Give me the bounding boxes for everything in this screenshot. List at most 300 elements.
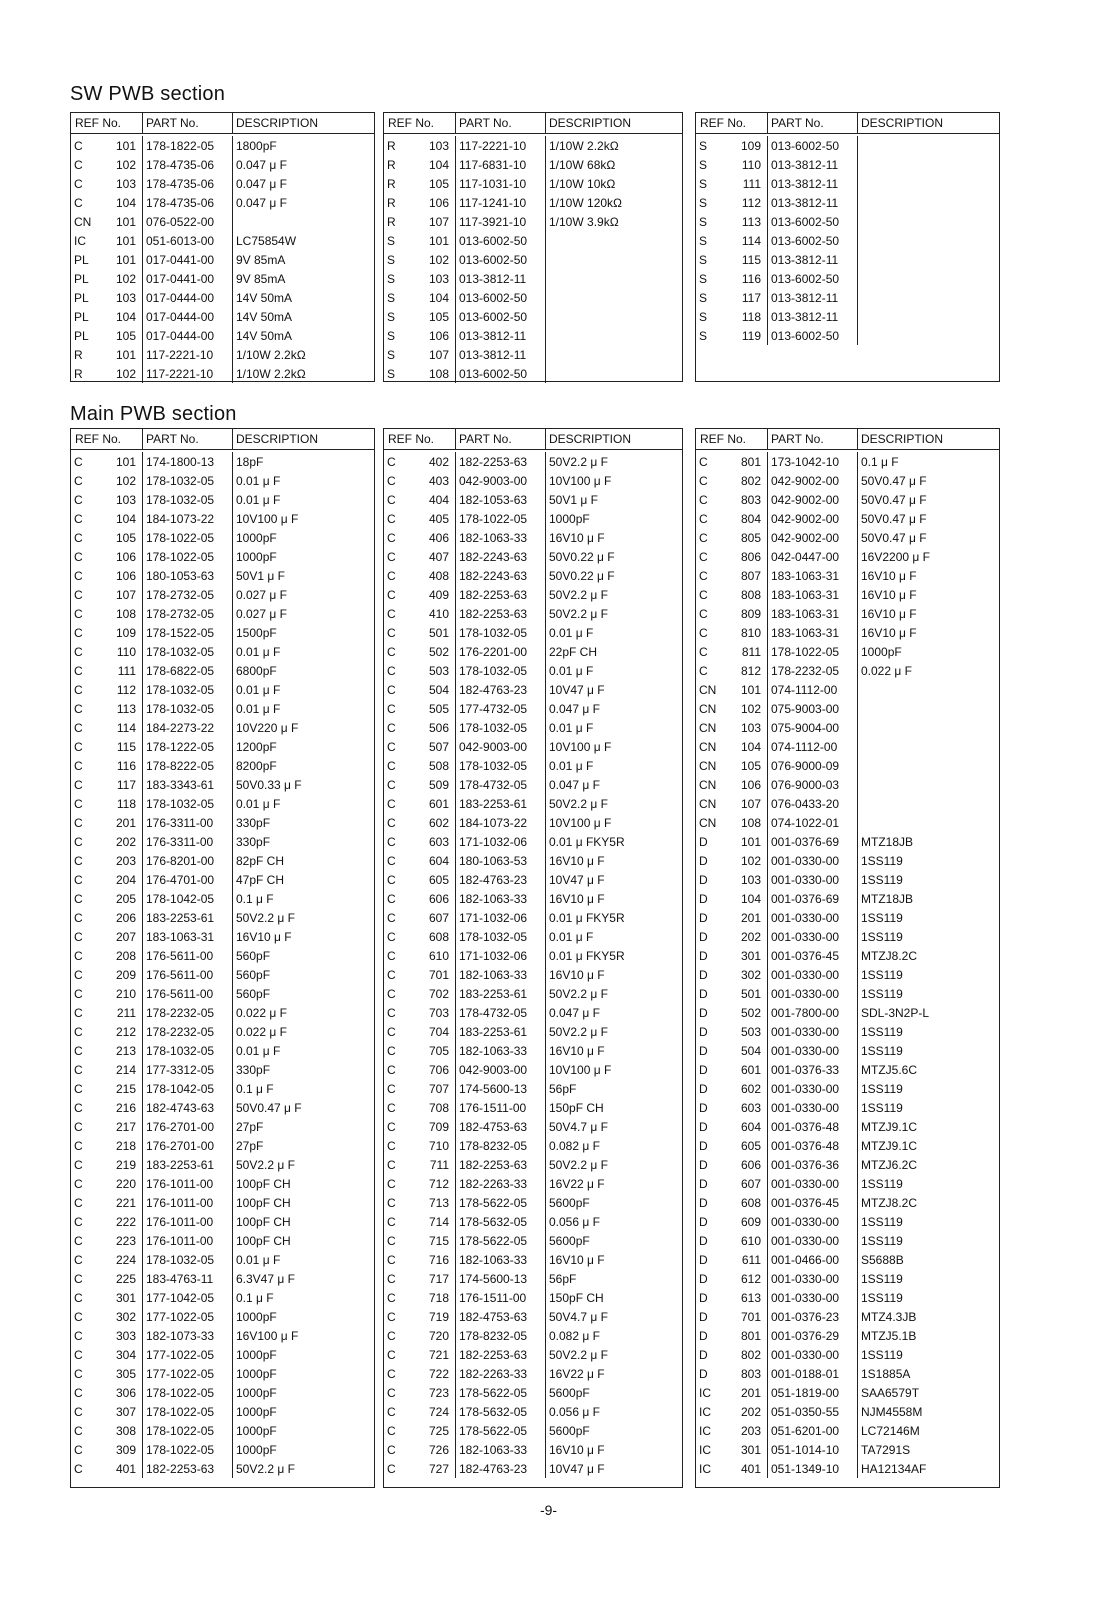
ref-number: 704 — [428, 1024, 449, 1039]
description — [858, 326, 999, 345]
ref-type: C — [387, 1176, 396, 1191]
description: 1000pF — [236, 1347, 277, 1362]
description — [546, 269, 682, 288]
ref-type: D — [699, 929, 708, 944]
part-number: 013-6002-50 — [456, 288, 546, 307]
ref-number: 304 — [115, 1347, 136, 1362]
table-row — [696, 212, 999, 231]
ref-cell — [71, 1383, 143, 1402]
ref-number: 302 — [115, 1309, 136, 1324]
ref-cell — [71, 509, 143, 528]
part-number: 076-9000-03 — [768, 775, 858, 794]
table-row — [696, 528, 999, 547]
part-number: 013-3812-11 — [768, 250, 858, 269]
description: 10V47 μ F — [549, 1461, 605, 1476]
part-number: 017-0444-00 — [143, 288, 233, 307]
ref-type: C — [699, 492, 708, 507]
ref-cell — [696, 870, 768, 889]
ref-type: S — [699, 195, 708, 210]
ref-cell — [71, 908, 143, 927]
ref-type: D — [699, 1081, 708, 1096]
table-row — [696, 566, 999, 585]
ref-type: D — [699, 1138, 708, 1153]
ref-number: 207 — [115, 929, 136, 944]
ref-number: 102 — [740, 701, 761, 716]
part-number: 178-1522-05 — [143, 623, 233, 642]
ref-type: C — [74, 511, 83, 526]
ref-type: C — [387, 1062, 396, 1077]
ref-cell — [71, 364, 143, 383]
ref-cell — [696, 212, 768, 231]
part-number: 182-2253-63 — [456, 604, 546, 623]
ref-type: C — [699, 644, 708, 659]
part-number: 178-1032-05 — [143, 490, 233, 509]
ref-cell — [71, 1402, 143, 1421]
part-number: 017-0444-00 — [143, 326, 233, 345]
table-row — [71, 1364, 374, 1383]
ref-cell — [384, 661, 456, 680]
part-number: 001-0330-00 — [768, 1098, 858, 1117]
ref-type: CN — [699, 796, 717, 811]
header-description: DESCRIPTION — [549, 432, 632, 446]
description: 16V10 μ F — [549, 530, 605, 545]
ref-number: 309 — [115, 1442, 136, 1457]
ref-number: 105 — [115, 530, 136, 545]
ref-type: R — [387, 157, 396, 172]
ref-type: C — [74, 138, 83, 153]
part-number: 183-4763-11 — [143, 1269, 233, 1288]
ref-cell — [696, 1098, 768, 1117]
part-number: 178-5622-05 — [456, 1421, 546, 1440]
sw-section-title: SW PWB section — [70, 83, 226, 105]
table-row — [384, 212, 682, 231]
table-row — [696, 813, 999, 832]
ref-number: 708 — [428, 1100, 449, 1115]
part-number: 074-1112-00 — [768, 680, 858, 699]
ref-cell — [71, 174, 143, 193]
table-row — [384, 927, 682, 946]
part-number: 178-2732-05 — [143, 585, 233, 604]
table-row — [71, 1193, 374, 1212]
part-number: 051-1014-10 — [768, 1440, 858, 1459]
ref-number: 101 — [115, 347, 136, 362]
ref-number: 105 — [115, 328, 136, 343]
ref-type: C — [74, 1100, 83, 1115]
table-row — [384, 1174, 682, 1193]
table-row — [71, 718, 374, 737]
ref-number: 116 — [116, 758, 136, 773]
description: 0.056 μ F — [549, 1404, 600, 1419]
ref-cell — [696, 642, 768, 661]
ref-type: C — [74, 1252, 83, 1267]
ref-number: 203 — [740, 1423, 761, 1438]
ref-type: IC — [699, 1442, 711, 1457]
description — [858, 737, 999, 756]
ref-number: 809 — [740, 606, 761, 621]
table-row — [384, 364, 682, 383]
part-number: 183-1063-31 — [768, 604, 858, 623]
ref-type: C — [387, 1157, 396, 1172]
description: MTZ4.3JB — [861, 1309, 917, 1324]
ref-cell — [696, 1459, 768, 1478]
description: 560pF — [236, 948, 271, 963]
table-body — [696, 450, 999, 1478]
part-number: 013-6002-50 — [768, 269, 858, 288]
ref-number: 501 — [428, 625, 449, 640]
part-number: 051-1819-00 — [768, 1383, 858, 1402]
ref-cell — [71, 1269, 143, 1288]
part-number: 178-1032-05 — [143, 642, 233, 661]
header-ref: REF No. — [696, 113, 768, 133]
table-row — [71, 870, 374, 889]
table-row — [384, 1212, 682, 1231]
ref-cell — [71, 1212, 143, 1231]
description: 16V2200 μ F — [861, 549, 930, 564]
ref-number: 101 — [115, 214, 136, 229]
description: 0.1 μ F — [236, 1290, 274, 1305]
table-row — [384, 1345, 682, 1364]
ref-type: S — [699, 138, 708, 153]
table-row — [384, 471, 682, 490]
ref-number: 808 — [740, 587, 761, 602]
part-number: 182-1063-33 — [456, 528, 546, 547]
ref-cell — [384, 1041, 456, 1060]
table-row — [384, 1421, 682, 1440]
ref-number: 116 — [741, 271, 761, 286]
part-number: 178-1022-05 — [143, 1421, 233, 1440]
part-number: 074-1022-01 — [768, 813, 858, 832]
description: 1SS119 — [861, 910, 903, 925]
description: 1SS119 — [861, 872, 903, 887]
ref-type: CN — [74, 214, 92, 229]
table-row — [696, 737, 999, 756]
part-number: 183-3343-61 — [143, 775, 233, 794]
ref-type: D — [699, 1024, 708, 1039]
part-number: 001-0376-45 — [768, 946, 858, 965]
part-number: 117-2221-10 — [143, 364, 233, 383]
ref-number: 612 — [740, 1271, 761, 1286]
ref-cell — [696, 851, 768, 870]
table-row — [384, 1136, 682, 1155]
ref-cell — [696, 1193, 768, 1212]
part-number: 042-9003-00 — [456, 737, 546, 756]
ref-number: 720 — [428, 1328, 449, 1343]
ref-number: 225 — [115, 1271, 136, 1286]
ref-number: 217 — [115, 1119, 136, 1134]
table-row — [71, 509, 374, 528]
ref-cell — [696, 288, 768, 307]
ref-number: 604 — [428, 853, 449, 868]
ref-type: PL — [74, 309, 89, 324]
ref-number: 723 — [428, 1385, 449, 1400]
ref-number: 106 — [115, 568, 136, 583]
part-number: 042-9003-00 — [456, 1060, 546, 1079]
part-number: 184-1073-22 — [143, 509, 233, 528]
description: 1000pF — [236, 1385, 277, 1400]
description — [546, 326, 682, 345]
ref-type: S — [699, 328, 708, 343]
ref-cell — [696, 452, 768, 471]
ref-cell — [71, 1117, 143, 1136]
ref-type: C — [699, 473, 708, 488]
header-ref: REF No. — [71, 429, 143, 449]
ref-type: C — [387, 1138, 396, 1153]
table-row — [384, 1003, 682, 1022]
ref-type: C — [387, 1214, 396, 1229]
ref-type: D — [699, 1309, 708, 1324]
part-number: 013-3812-11 — [768, 193, 858, 212]
table-row — [384, 566, 682, 585]
table-body — [71, 450, 374, 1478]
ref-number: 807 — [740, 568, 761, 583]
ref-cell — [71, 1231, 143, 1250]
table-row — [384, 231, 682, 250]
ref-number: 502 — [428, 644, 449, 659]
description: 0.01 μ F — [236, 1252, 281, 1267]
ref-type: C — [74, 195, 83, 210]
ref-type: C — [74, 986, 83, 1001]
part-number: 001-0330-00 — [768, 927, 858, 946]
ref-number: 202 — [740, 929, 761, 944]
description: 50V1 μ F — [549, 492, 598, 507]
ref-type: S — [699, 309, 708, 324]
description: 50V2.2 μ F — [549, 796, 608, 811]
ref-type: C — [387, 1347, 396, 1362]
part-number: 001-0330-00 — [768, 1022, 858, 1041]
ref-number: 109 — [740, 138, 761, 153]
description: 1500pF — [236, 625, 277, 640]
ref-type: C — [387, 1385, 396, 1400]
ref-number: 712 — [428, 1176, 449, 1191]
ref-type: C — [387, 758, 396, 773]
table-row — [384, 889, 682, 908]
description: 50V2.2 μ F — [236, 1157, 295, 1172]
ref-number: 401 — [740, 1461, 761, 1476]
ref-cell — [71, 1307, 143, 1326]
description: 1SS119 — [861, 1100, 903, 1115]
part-number: 183-2253-61 — [456, 984, 546, 1003]
description: 16V10 μ F — [236, 929, 292, 944]
ref-type: S — [699, 176, 708, 191]
ref-cell — [696, 547, 768, 566]
table-row — [696, 1098, 999, 1117]
table-row — [696, 1155, 999, 1174]
table-row — [384, 794, 682, 813]
part-number: 178-5632-05 — [456, 1212, 546, 1231]
part-number: 001-0376-45 — [768, 1193, 858, 1212]
ref-type: C — [387, 720, 396, 735]
description: 0.022 μ F — [236, 1005, 287, 1020]
ref-cell — [71, 737, 143, 756]
table-row — [71, 1136, 374, 1155]
table-row — [71, 1288, 374, 1307]
ref-type: C — [74, 1119, 83, 1134]
description: 0.1 μ F — [861, 454, 899, 469]
ref-type: C — [387, 1290, 396, 1305]
ref-cell — [384, 307, 456, 326]
ref-cell — [71, 1326, 143, 1345]
ref-number: 503 — [428, 663, 449, 678]
description: 27pF — [236, 1138, 264, 1153]
ref-type: C — [387, 454, 396, 469]
ref-type: C — [387, 834, 396, 849]
table-row — [71, 1326, 374, 1345]
ref-type: C — [387, 796, 396, 811]
table-row — [384, 1307, 682, 1326]
part-number: 074-1112-00 — [768, 737, 858, 756]
ref-cell — [71, 1022, 143, 1041]
ref-cell — [696, 775, 768, 794]
description: 100pF CH — [236, 1176, 291, 1191]
ref-number: 410 — [428, 606, 449, 621]
ref-number: 114 — [116, 720, 136, 735]
description — [546, 231, 682, 250]
part-number: 176-2701-00 — [143, 1117, 233, 1136]
ref-number: 115 — [741, 252, 761, 267]
ref-cell — [696, 1345, 768, 1364]
part-number: 182-1063-33 — [456, 965, 546, 984]
description: 1SS119 — [861, 853, 903, 868]
part-number: 001-0376-29 — [768, 1326, 858, 1345]
part-number: 001-7800-00 — [768, 1003, 858, 1022]
ref-cell — [384, 1402, 456, 1421]
part-number: 076-0433-20 — [768, 794, 858, 813]
part-number: 013-3812-11 — [768, 288, 858, 307]
ref-number: 402 — [428, 454, 449, 469]
ref-cell — [696, 699, 768, 718]
ref-number: 610 — [740, 1233, 761, 1248]
ref-type: D — [699, 891, 708, 906]
ref-type: C — [74, 530, 83, 545]
ref-number: 103 — [740, 720, 761, 735]
ref-type: C — [74, 777, 83, 792]
table-header — [384, 113, 682, 134]
description: 150pF CH — [549, 1290, 604, 1305]
ref-type: C — [387, 587, 396, 602]
ref-number: 102 — [115, 271, 136, 286]
table-row — [71, 813, 374, 832]
table-row — [384, 1440, 682, 1459]
part-number: 042-9002-00 — [768, 528, 858, 547]
ref-cell — [384, 680, 456, 699]
part-number: 042-9003-00 — [456, 471, 546, 490]
header-ref: REF No. — [384, 429, 456, 449]
ref-cell — [384, 1117, 456, 1136]
ref-cell — [696, 1041, 768, 1060]
ref-number: 713 — [428, 1195, 449, 1210]
table-row — [71, 1117, 374, 1136]
ref-number: 101 — [740, 682, 761, 697]
description: 0.056 μ F — [549, 1214, 600, 1229]
part-number: 182-1063-33 — [456, 1041, 546, 1060]
description: 1000pF — [236, 1404, 277, 1419]
table-row — [71, 1174, 374, 1193]
part-number: 182-1063-33 — [456, 889, 546, 908]
part-number: 178-5622-05 — [456, 1231, 546, 1250]
part-number: 117-2221-10 — [456, 136, 546, 155]
ref-type: D — [699, 1062, 708, 1077]
ref-type: S — [387, 309, 396, 324]
part-number: 183-1063-31 — [768, 566, 858, 585]
description: 0.022 μ F — [861, 663, 912, 678]
ref-type: C — [387, 1005, 396, 1020]
ref-type: C — [74, 853, 83, 868]
description: SAA6579T — [861, 1385, 920, 1400]
part-number: 174-5600-13 — [456, 1079, 546, 1098]
part-number: 051-6013-00 — [143, 231, 233, 250]
table-row — [384, 661, 682, 680]
ref-number: 707 — [428, 1081, 449, 1096]
table-row — [696, 1250, 999, 1269]
table-row — [696, 889, 999, 908]
ref-cell — [696, 1060, 768, 1079]
ref-cell — [696, 756, 768, 775]
ref-cell — [71, 604, 143, 623]
ref-cell — [71, 851, 143, 870]
description: 22pF CH — [549, 644, 598, 659]
ref-type: D — [699, 1214, 708, 1229]
ref-number: 609 — [740, 1214, 761, 1229]
ref-number: 406 — [428, 530, 449, 545]
part-number: 051-1349-10 — [768, 1459, 858, 1478]
ref-number: 804 — [740, 511, 761, 526]
description: LC72146M — [861, 1423, 920, 1438]
ref-number: 218 — [115, 1138, 136, 1153]
table-row — [696, 307, 999, 326]
table-row — [696, 155, 999, 174]
ref-cell — [71, 566, 143, 585]
part-number: 075-9004-00 — [768, 718, 858, 737]
part-number: 180-1063-53 — [456, 851, 546, 870]
ref-type: C — [74, 910, 83, 925]
ref-cell — [71, 1136, 143, 1155]
table-row — [71, 1440, 374, 1459]
ref-type: CN — [699, 701, 717, 716]
part-number: 178-1022-05 — [456, 509, 546, 528]
ref-type: C — [387, 1404, 396, 1419]
table-row — [71, 642, 374, 661]
table-row — [71, 984, 374, 1003]
part-number: 180-1053-63 — [143, 566, 233, 585]
sw-parts-table-2 — [383, 112, 683, 382]
ref-type: C — [74, 625, 83, 640]
ref-type: C — [387, 511, 396, 526]
ref-cell — [384, 155, 456, 174]
ref-number: 724 — [428, 1404, 449, 1419]
ref-type: C — [699, 530, 708, 545]
ref-cell — [384, 345, 456, 364]
description: 10V100 μ F — [549, 739, 612, 754]
table-row — [696, 547, 999, 566]
table-row — [71, 1250, 374, 1269]
table-row — [696, 269, 999, 288]
part-number: 176-2701-00 — [143, 1136, 233, 1155]
description: 1/10W 2.2kΩ — [549, 138, 619, 153]
ref-cell — [71, 756, 143, 775]
ref-cell — [696, 326, 768, 345]
description: NJM4558M — [861, 1404, 923, 1419]
description: 18pF — [236, 454, 264, 469]
table-row — [71, 832, 374, 851]
ref-number: 604 — [740, 1119, 761, 1134]
ref-cell — [71, 326, 143, 345]
ref-number: 301 — [740, 1442, 761, 1457]
part-number: 017-0444-00 — [143, 307, 233, 326]
table-row — [384, 870, 682, 889]
ref-type: C — [74, 1005, 83, 1020]
table-row — [696, 908, 999, 927]
description: MTZJ6.2C — [861, 1157, 918, 1172]
